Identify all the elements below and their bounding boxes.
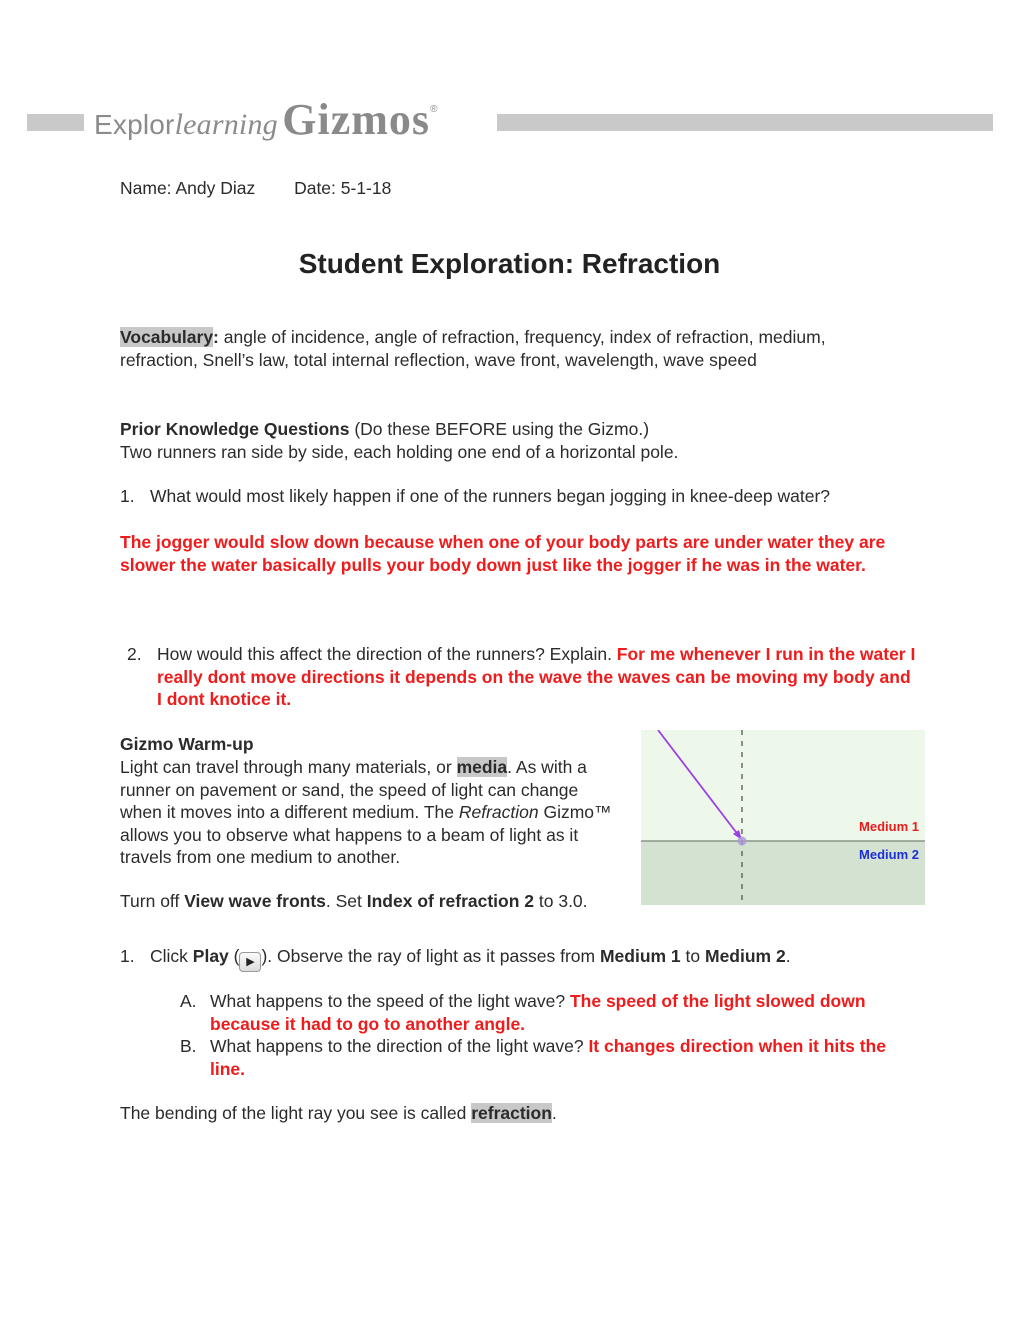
warmup-instruction (120, 890, 640, 913)
header-bar-right (497, 114, 993, 131)
logo-registered-mark: ® (430, 104, 438, 115)
refraction-term: refraction (471, 1103, 552, 1123)
sub-question-a-text: What happens to the speed of the light wave? (210, 991, 570, 1011)
instr-text-3: to 3.0. (534, 891, 588, 911)
sub-question-a-body (210, 990, 910, 1035)
sub-question-b-letter: B. (180, 1036, 197, 1056)
gizmo-name: Refraction (458, 802, 539, 823)
step-1-click-text: Click (150, 946, 193, 966)
sub-question-b-answer: It changes direction when it hits the line. (210, 1036, 886, 1079)
vocabulary-terms: angle of incidence, angle of refraction, frequency, index of refraction, medium, refraction, Snell’s law, total internal reflection, wave front, wavelength, wave speed (120, 327, 826, 370)
instr-text-1: Turn off (120, 891, 185, 911)
question-2-answer: For me whenever I run in the water I really dont move directions it depends on the wave the waves can be moving my body and I dont knotice it. (157, 644, 916, 710)
question-1-text: What would most likely happen if one of the runners began jogging in knee-deep water? (150, 486, 831, 506)
step-1-to: to (680, 946, 705, 966)
simulation-svg (641, 730, 925, 905)
header-bar-left (27, 114, 84, 131)
sub-question-a-letter: A. (180, 991, 197, 1011)
index-of-refraction-2-term: Index of refraction 2 (366, 891, 535, 911)
sub-question-a (180, 990, 910, 1035)
question-1 (120, 485, 900, 508)
instr-text-2: . Set (325, 891, 367, 911)
warmup-text-1: Light can travel through many materials, or (120, 757, 457, 777)
prior-knowledge-title: Prior Knowledge Questions (120, 419, 350, 439)
warmup-paragraph (120, 756, 620, 869)
incidence-point (738, 837, 747, 846)
date: Date: 5-1-18 (294, 178, 392, 198)
question-1-answer: The jogger would slow down because when one of your body parts are under water they are slower the water basically pulls your body down just like the jogger if he was in the water. (120, 532, 886, 575)
logo-explore-text: Explorlearning (94, 108, 278, 141)
prior-knowledge-intro: Two runners ran side by side, each holding one end of a horizontal pole. (120, 442, 679, 462)
medium-2-term: Medium 2 (705, 946, 786, 966)
step-1-paren-open: ( (228, 946, 240, 966)
step-1-number: 1. (120, 946, 135, 966)
vocabulary-label: Vocabulary (120, 327, 214, 347)
conclusion-line (120, 1102, 880, 1125)
prior-knowledge-heading (120, 418, 880, 441)
warmup-heading: Gizmo Warm-up (120, 734, 254, 754)
medium-1-label: Medium 1 (859, 819, 919, 834)
sub-question-a-answer: The speed of the light slowed down because it had to go to another angle. (210, 991, 866, 1034)
page-title: Student Exploration: Refraction (298, 248, 721, 279)
refraction-simulation-screenshot (641, 730, 925, 905)
view-wave-fronts-term: View wave fronts (184, 891, 326, 911)
question-2 (127, 643, 917, 711)
question-2-number: 2. (127, 644, 142, 664)
conclusion-end: . (551, 1103, 557, 1123)
warmup-text-2: . As with a runner on pavement or sand, the speed of light can change when it moves into a different medium. The (120, 757, 587, 823)
prior-knowledge-note: (Do these BEFORE using the Gizmo.) (349, 419, 650, 439)
medium-2-label: Medium 2 (859, 847, 919, 862)
sub-question-b (180, 1035, 910, 1080)
explorelearning-gizmos-logo (94, 94, 437, 144)
name-date-line (120, 178, 391, 199)
exploration-step-1 (120, 945, 920, 972)
medium-1-term: Medium 1 (599, 946, 681, 966)
step-1-observe-text: ). Observe the ray of light as it passes from (261, 946, 600, 966)
sub-question-b-body (210, 1035, 910, 1080)
warmup-text-3: Gizmo™ allows you to observe what happens to a beam of light as it travels from one medium to another. (120, 802, 612, 868)
vocabulary-paragraph (120, 326, 880, 371)
logo-gizmos-text: Gizmos (282, 95, 431, 144)
media-term: media (456, 757, 508, 777)
play-icon: ▶ (239, 952, 261, 972)
question-2-body (157, 643, 917, 711)
student-name: Name: Andy Diaz (120, 178, 256, 198)
conclusion-text: The bending of the light ray you see is called (120, 1103, 472, 1123)
sub-question-b-text: What happens to the direction of the light wave? (210, 1036, 589, 1056)
vocabulary-colon: : (213, 327, 219, 347)
step-1-end: . (785, 946, 791, 966)
play-term: Play (192, 946, 229, 966)
question-2-text: How would this affect the direction of the runners? Explain. (157, 644, 617, 664)
question-1-number: 1. (120, 486, 135, 506)
